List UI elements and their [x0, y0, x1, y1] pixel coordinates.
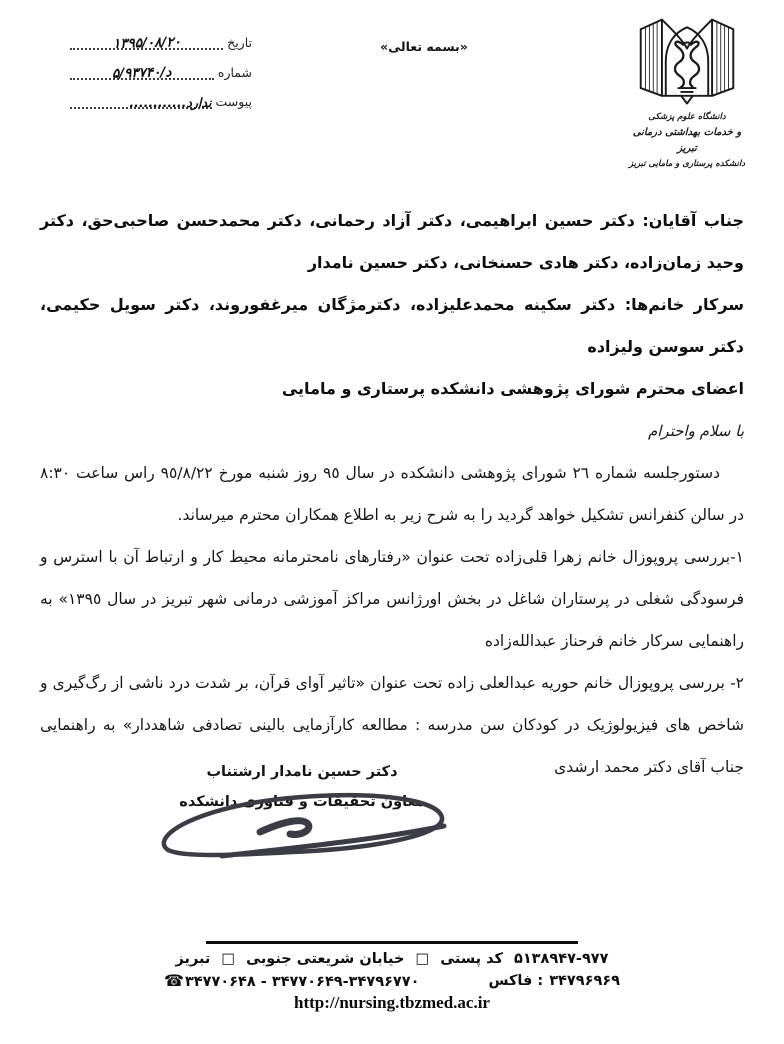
logo-caption-line3: دانشکده پرستاری و مامایی تبریز — [628, 158, 746, 169]
phone-numbers: ۳۴۷۷۰۶۴۸ - ۳۴۷۷۰۶۴۹-۳۴۷۹۶۷۷۰ — [184, 974, 420, 990]
number-field-row — [70, 62, 252, 80]
signatory-name: دکتر حسین نامدار ارشتناب — [206, 764, 398, 780]
fax-group — [488, 973, 620, 989]
phone-fax-line — [164, 971, 620, 990]
university-emblem-icon — [633, 16, 741, 110]
letter-body — [40, 200, 744, 788]
postal-code-label: کد پستی — [440, 951, 503, 967]
address-separator-box-icon: □ — [221, 951, 236, 967]
number-value: ۵/د/۹۳۷۴۰ — [112, 64, 172, 82]
date-field-row — [70, 32, 252, 50]
attachment-value: ندارد............ — [129, 95, 212, 110]
address-line — [0, 951, 784, 967]
fax-number: ۳۴۷۹۶۹۶۹ — [549, 972, 620, 989]
attachment-dotted-line — [70, 92, 212, 109]
address-separator-box-icon: □ — [415, 951, 430, 967]
footer-city: تبریز — [175, 951, 211, 967]
number-dotted-line — [70, 62, 214, 80]
signature-block — [152, 764, 452, 810]
postal-code-value: ۵۱۳۸۹۴۷-۹۷۷ — [513, 951, 609, 967]
phone-group — [164, 971, 419, 990]
salutation: با سلام واحترام — [647, 422, 744, 440]
intro-paragraph: دستورجلسه شماره ٢٦ شورای پژوهشی دانشکده در سال ٩٥ روز شنبه مورخ ٩٥/٨/٢٢ راس ساعت ٨:٣٠ در سالن کنفرانس تشکیل خواهد گردید را به شرح زیر به اطلاع همکاران محترم میرساند. — [40, 464, 744, 524]
footer-street: خیابان شریعتی جنوبی — [246, 951, 405, 967]
fax-label: فاکس : — [488, 972, 544, 989]
attachment-field-row — [70, 92, 252, 109]
website-url: http://nursing.tbzmed.ac.ir — [294, 993, 490, 1012]
telephone-icon: ☎ — [164, 971, 184, 990]
attachment-label: پیوست — [215, 94, 252, 109]
header-fields — [70, 32, 252, 121]
bismillah-text: «بسمه تعالی» — [380, 39, 468, 54]
footer — [0, 941, 784, 1013]
logo-caption-line2: و خدمات بهداشتی درمانی تبریز — [632, 126, 742, 154]
university-logo — [626, 16, 748, 171]
footer-divider — [206, 941, 578, 944]
logo-caption-line1: دانشگاه علوم پزشکی — [648, 112, 726, 122]
recipients-men: جناب آقایان: دکتر حسین ابراهیمی، دکتر آزاد رحمانی، دکتر محمدحسن صاحبی‌حق، دکتر وحید زمان‌زاده، دکتر هادی حسنخانی، دکتر حسین نامدار — [40, 211, 744, 272]
date-label: تاریخ — [227, 35, 252, 50]
agenda-item-2: ٢- بررسی پروپوزال خانم حوریه عبدالعلی زاده تحت عنوان «تاثیر آوای قرآن، بر شدت درد ناشی از رگ‌گیری و شاخص های فیزیولوژیک در کودکان سن مدرسه : مطالعه کارآزمایی بالینی تصادفی شاهددار» به راهنمایی جناب آقای دکتر محمد ارشدی — [40, 674, 744, 776]
recipients-role: اعضای محترم شورای پژوهشی دانشکده پرستاری و مامایی — [281, 379, 744, 398]
date-value: ۱۳۹۵/۰۸/۲۰ — [112, 34, 181, 52]
signatory-title: معاون تحقیقات و فناوری دانشکده — [179, 794, 425, 810]
date-dotted-line — [70, 32, 223, 50]
number-label: شماره — [217, 65, 252, 80]
agenda-item-1: ١-بررسی پروپوزال خانم زهرا قلی‌زاده تحت عنوان «رفتارهای نامحترمانه محیط کار و ارتباط آن با استرس و فرسودگی شغلی در پرستاران شاغل در بخش اورژانس مراکز آموزشی درمانی شهر تبریز در سال ١٣٩٥» به راهنمایی سرکار خانم فرحناز عبدالله‌زاده — [40, 548, 744, 650]
recipients-women: سرکار خانم‌ها: دکتر سکینه محمدعلیزاده، دکترمژگان میرغفوروند، دکتر سویل حکیمی، دکتر سوسن ولیزاده — [40, 295, 744, 356]
logo-caption — [626, 111, 748, 171]
